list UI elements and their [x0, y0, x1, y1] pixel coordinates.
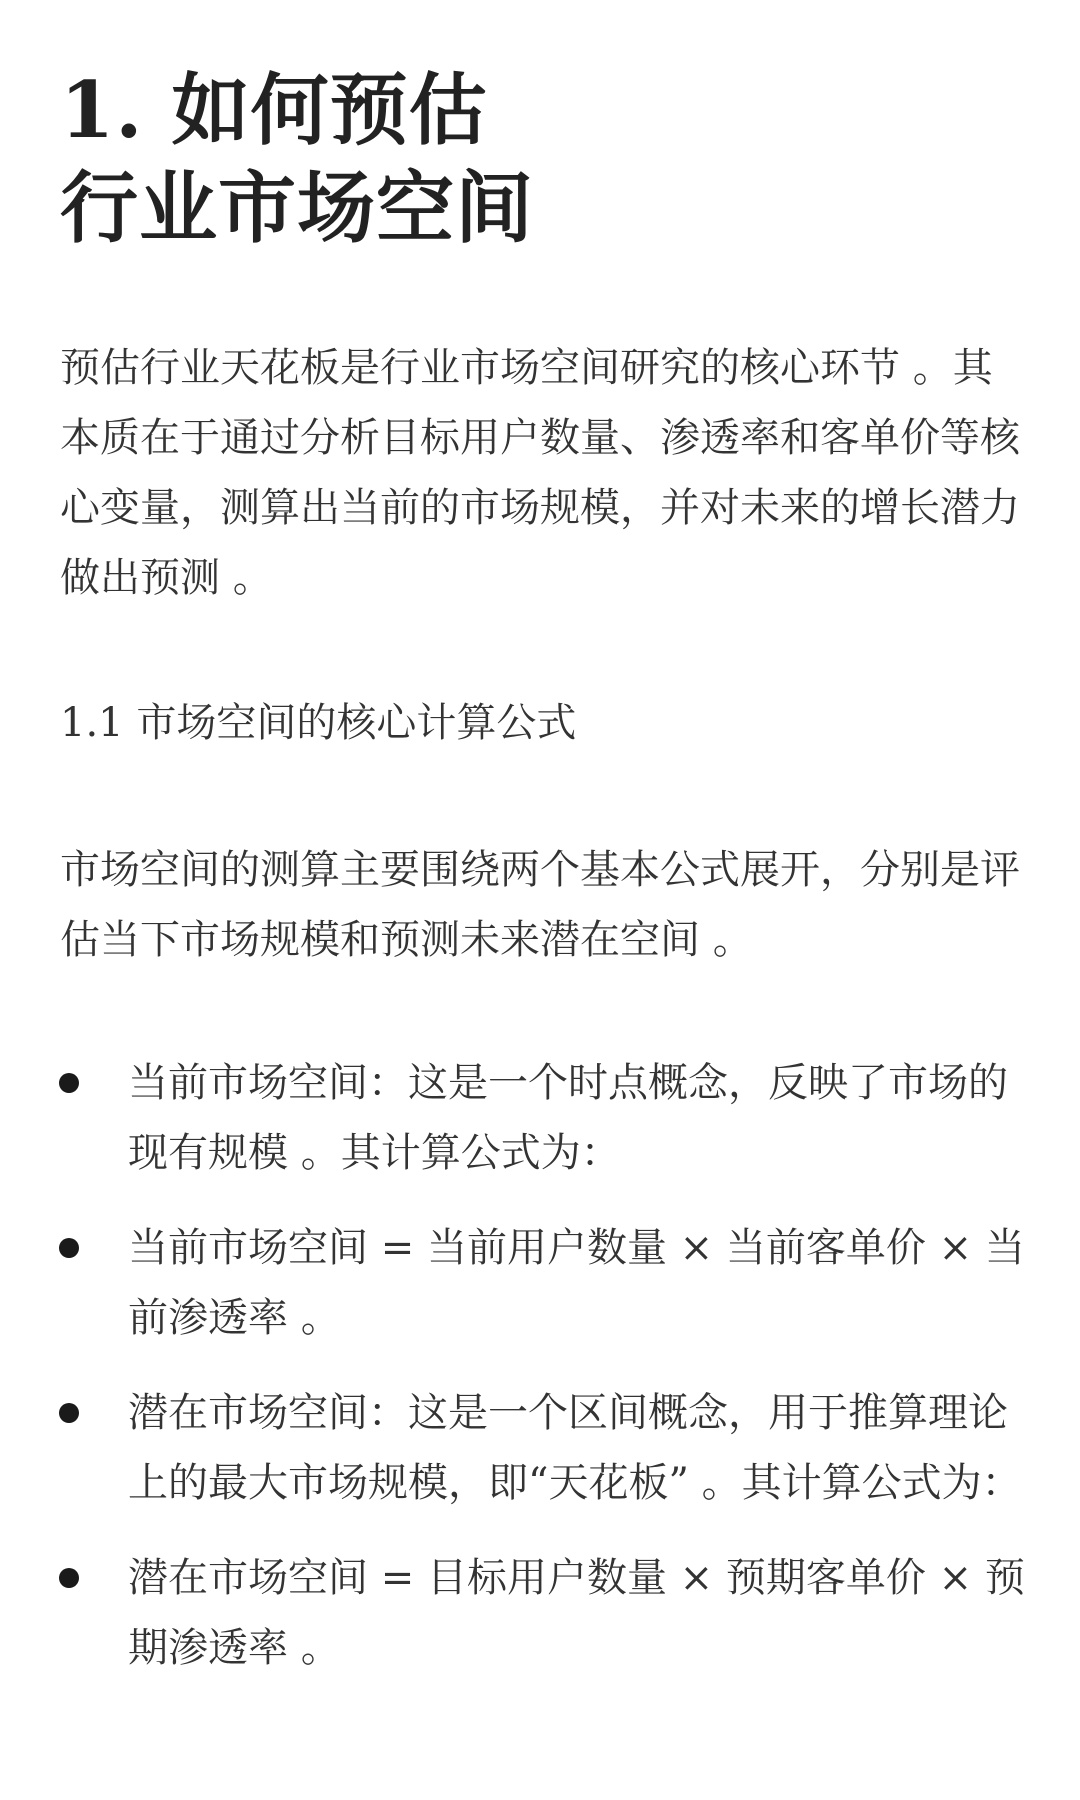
list-item: [0, 1213, 1080, 1353]
intro-paragraph: 预估行业天花板是行业市场空间研究的核心环节 。其本质在于通过分析目标用户数量、渗透率和客单价等核心变量，测算出当前的市场规模，并对未来的增长潜力做出预测 。: [60, 345, 1020, 601]
section-heading: 1.1 市场空间的核心计算公式: [60, 700, 577, 746]
bullet-dot-icon: [59, 1568, 79, 1588]
list-item-text: 当前市场空间 = 当前用户数量 × 当前客单价 × 当前渗透率 。: [128, 1225, 1025, 1341]
page-title: 1. 如何预估 行业市场空间: [60, 65, 535, 254]
list-item: [0, 1543, 1080, 1683]
list-item-text: 当前市场空间：这是一个时点概念，反映了市场的现有规模 。其计算公式为：: [128, 1060, 1008, 1176]
formula-bullet-list: [0, 1048, 1080, 1708]
list-item: [0, 1378, 1080, 1518]
bullet-dot-icon: [59, 1073, 79, 1093]
bullet-dot-icon: [59, 1238, 79, 1258]
bullet-dot-icon: [59, 1403, 79, 1423]
section-paragraph: 市场空间的测算主要围绕两个基本公式展开，分别是评估当下市场规模和预测未来潜在空间 。: [60, 847, 1020, 963]
list-item-text: 潜在市场空间：这是一个区间概念，用于推算理论上的最大市场规模，即“天花板” 。其计算公式为：: [128, 1390, 1022, 1506]
list-item: [0, 1048, 1080, 1188]
list-item-text: 潜在市场空间 = 目标用户数量 × 预期客单价 × 预期渗透率 。: [128, 1555, 1025, 1671]
